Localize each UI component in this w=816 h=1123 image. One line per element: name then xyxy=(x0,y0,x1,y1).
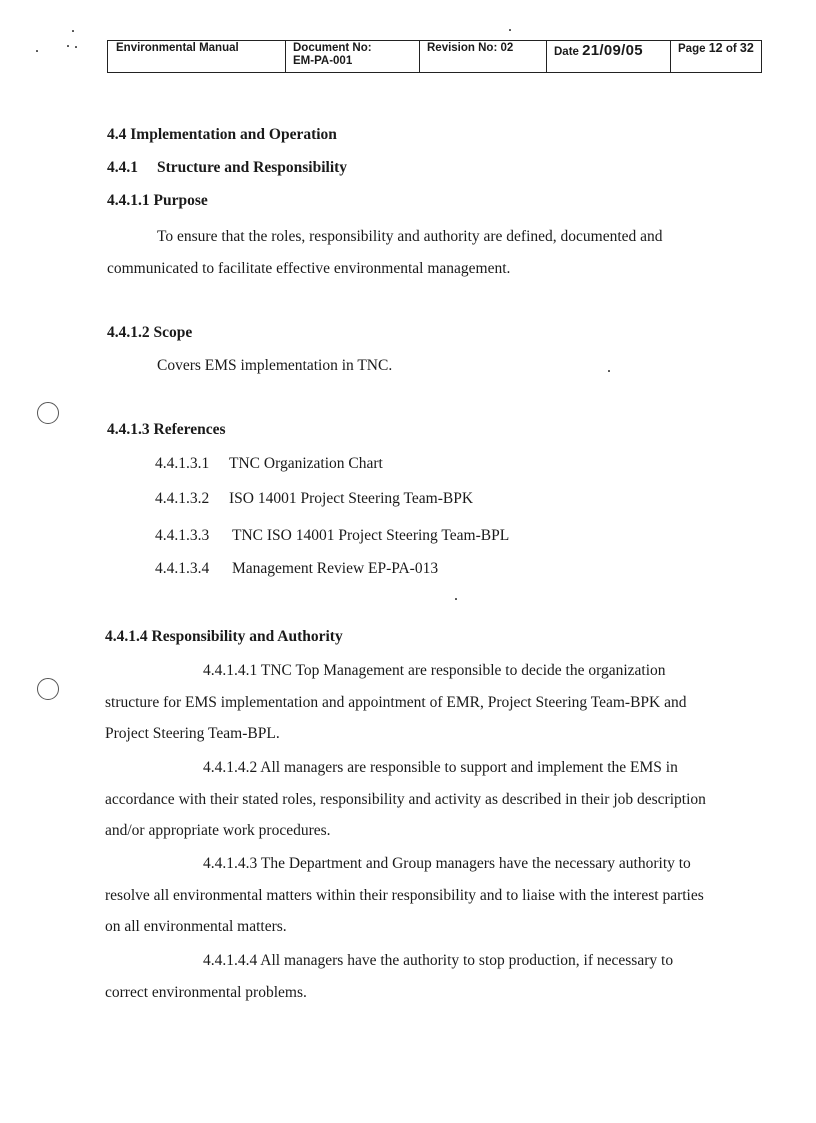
page-of-label: of xyxy=(725,43,737,55)
reference-number: 4.4.1.3.1 xyxy=(155,455,210,472)
paragraph-4-4-1-4-1-line-2: structure for EMS implementation and appointment of EMR, Project Steering Team-BPK and xyxy=(105,694,687,711)
revision-number: Revision No: 02 xyxy=(427,42,514,54)
paragraph-4-4-1-4-4-line-2: correct environmental problems. xyxy=(105,984,307,1001)
page-total: 32 xyxy=(739,41,754,55)
paragraph-4-4-1-4-3-line-1: 4.4.1.4.3 The Department and Group managers have the necessary authority to xyxy=(203,855,691,872)
paragraph-4-4-1-4-3-line-2: resolve all environmental matters within their responsibility and to liaise with the interest parties xyxy=(105,887,704,904)
reference-number: 4.4.1.3.3 xyxy=(155,527,210,544)
heading-purpose: 4.4.1.1 Purpose xyxy=(107,192,208,209)
punch-hole-upper xyxy=(37,402,59,424)
scope-text: Covers EMS implementation in TNC. xyxy=(157,357,393,374)
punch-hole-lower xyxy=(37,678,59,700)
reference-title: Management Review EP-PA-013 xyxy=(232,560,439,577)
paragraph-4-4-1-4-3-line-3: on all environmental matters. xyxy=(105,918,287,935)
paragraph-4-4-1-4-4-line-1: 4.4.1.4.4 All managers have the authority to stop production, if necessary to xyxy=(203,952,674,969)
page-number: 12 xyxy=(708,41,723,55)
manual-title-cell xyxy=(108,41,285,72)
scan-speck xyxy=(509,29,511,31)
heading-responsibility-authority: 4.4.1.4 Responsibility and Authority xyxy=(105,628,343,645)
paragraph-4-4-1-4-2-line-3: and/or appropriate work procedures. xyxy=(105,822,331,839)
heading-scope: 4.4.1.2 Scope xyxy=(107,324,193,341)
heading-4-4: 4.4 Implementation and Operation xyxy=(107,126,337,143)
document-number-value: EM-PA-001 xyxy=(293,55,353,67)
date-value: 21/09/05 xyxy=(582,42,643,59)
revision-cell xyxy=(419,41,546,72)
heading-4-4-1-number: 4.4.1 xyxy=(107,159,138,176)
page-number-cell xyxy=(670,41,763,72)
date-cell xyxy=(546,41,670,72)
heading-references: 4.4.1.3 References xyxy=(107,421,226,438)
scan-speck xyxy=(72,30,74,32)
reference-title: TNC Organization Chart xyxy=(229,455,383,472)
purpose-text-line-1: To ensure that the roles, responsibility and authority are defined, documented and xyxy=(157,228,663,245)
document-number-label: Document No: xyxy=(293,42,372,54)
scan-speck xyxy=(608,370,610,372)
reference-number: 4.4.1.3.4 xyxy=(155,560,210,577)
reference-title: TNC ISO 14001 Project Steering Team-BPL xyxy=(232,527,510,544)
scan-speck xyxy=(67,45,69,47)
purpose-text-line-2: communicated to facilitate effective environmental management. xyxy=(107,260,511,277)
heading-4-4-1-title: Structure and Responsibility xyxy=(157,159,348,176)
paragraph-4-4-1-4-1-line-3: Project Steering Team-BPL. xyxy=(105,725,280,742)
reference-title: ISO 14001 Project Steering Team-BPK xyxy=(229,490,474,507)
document-number-cell xyxy=(285,41,419,72)
paragraph-4-4-1-4-1-line-1: 4.4.1.4.1 TNC Top Management are responsible to decide the organization xyxy=(203,662,666,679)
scan-speck xyxy=(75,46,77,48)
document-header-table xyxy=(107,40,762,73)
reference-number: 4.4.1.3.2 xyxy=(155,490,210,507)
page-label: Page xyxy=(678,43,706,55)
manual-title: Environmental Manual xyxy=(116,42,239,54)
paragraph-4-4-1-4-2-line-1: 4.4.1.4.2 All managers are responsible to support and implement the EMS in xyxy=(203,759,678,776)
scan-speck xyxy=(455,598,457,600)
paragraph-4-4-1-4-2-line-2: accordance with their stated roles, responsibility and activity as described in their job description xyxy=(105,791,706,808)
date-label: Date xyxy=(554,46,579,58)
scan-speck xyxy=(36,50,38,52)
